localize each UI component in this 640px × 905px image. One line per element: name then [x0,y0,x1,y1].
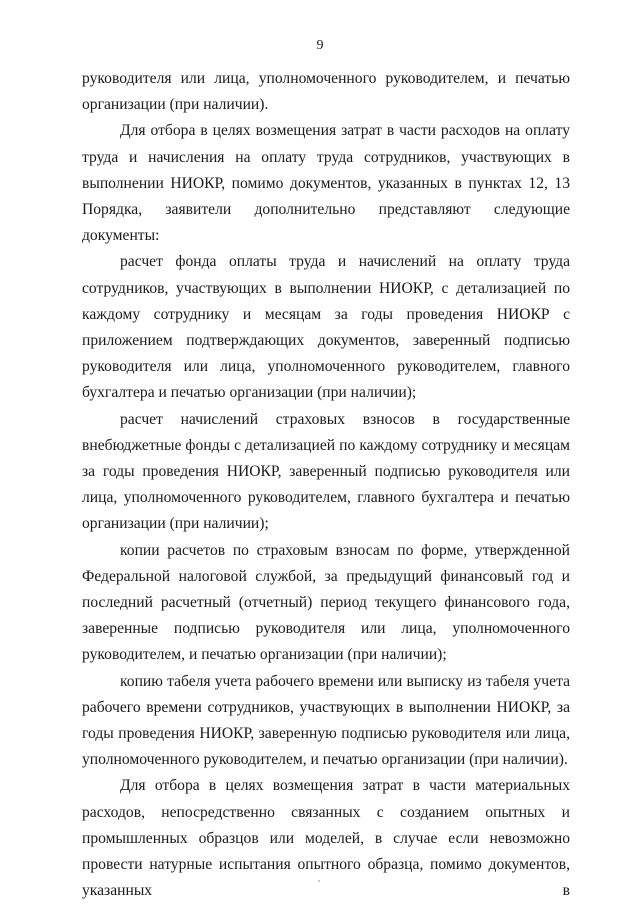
paragraph-timesheet: копию табеля учета рабочего времени или выписку из табеля учета рабочего времени сотрудников, участвующих в выполнении НИОКР, за годы проведения НИОКР, заверенную подписью руководителя или лица, уполномоченного руководителем, и печатью организации (при наличии). [82,672,570,769]
page-number: 9 [316,38,324,53]
scan-artifact [318,880,320,882]
paragraph-material-costs-intro: Для отбора в целях возмещения затрат в части материальных расходов, непосредственно связанных с созданием опытных и промышленных образцов или моделей, в случае если невозможно провести натурные испытания опытного образца, помимо документов, указанных в [82,777,570,900]
paragraph-insurance-reports: копии расчетов по страховым взносам по форме, утвержденной Федеральной налоговой службой, за предыдущий финансовый год и последний расчетный (отчетный) период текущего финансового года, заверенные подписью руководителя или лица, уполномоченного руководителем, и печатью организации (при наличии); [82,541,570,664]
document-body [82,66,570,905]
paragraph-continuation: руководителя или лица, уполномоченного руководителем, и печатью организации (при наличии). [82,70,570,114]
paragraph-insurance-calculation: расчет начислений страховых взносов в государственные внебюджетные фонды с детализацией по каждому сотруднику и месяцам за годы проведения НИОКР, заверенный подписью руководителя или лица, уполномоченного руководителем, главного бухгалтера и печатью организации (при наличии); [82,410,570,533]
paragraph-labor-costs-intro: Для отбора в целях возмещения затрат в части расходов на оплату труда и начисления на оплату труда сотрудников, участвующих в выполнении НИОКР, помимо документов, указанных в пунктах 12, 13 Порядка, заявители дополнительно представляют следующие документы: [82,122,570,245]
paragraph-payroll-calculation: расчет фонда оплаты труда и начислений на оплату труда сотрудников, участвующих в выполнении НИОКР, с детализацией по каждому сотруднику и месяцам за годы проведения НИОКР с приложением подтверждающих документов, заверенный подписью руководителя или лица, уполномоченного руководителем, главного бухгалтера и печатью организации (при наличии); [82,253,570,402]
